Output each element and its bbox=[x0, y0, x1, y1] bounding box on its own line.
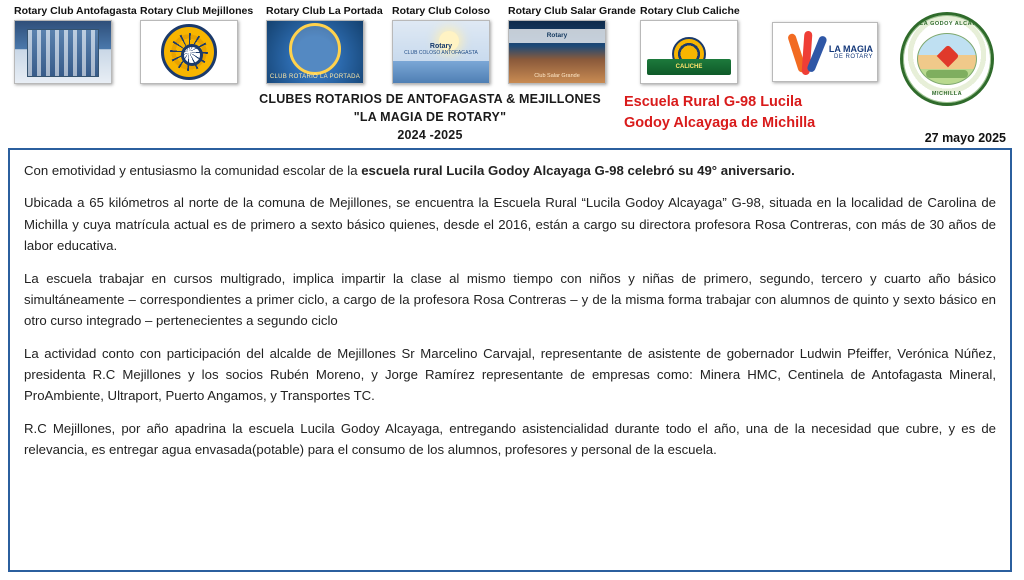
la-magia-de-rotary-logo bbox=[772, 22, 878, 82]
club-logo-caliche bbox=[640, 6, 740, 84]
school-emblem-image bbox=[900, 12, 994, 106]
caliche-band-label: CALICHE bbox=[675, 63, 703, 70]
club-image-salar-grande bbox=[508, 20, 606, 84]
caliche-band bbox=[647, 59, 731, 75]
rotary-wheel-icon bbox=[161, 24, 217, 80]
club-caption-coloso: Rotary Club Coloso bbox=[392, 5, 491, 17]
club-image-mejillones bbox=[140, 20, 238, 84]
coloso-label-sub: CLUB COLOSO ANTOFAGASTA bbox=[404, 49, 478, 56]
club-logo-la-portada bbox=[266, 6, 383, 84]
magia-sub: DE ROTARY bbox=[834, 54, 873, 61]
clubs-caption bbox=[250, 90, 610, 144]
header-banner bbox=[0, 0, 1024, 152]
la-portada-ring-label: CLUB ROTARIO LA PORTADA bbox=[269, 73, 361, 80]
club-logo-coloso bbox=[392, 6, 490, 84]
salar-bottom-label: Club Salar Grande bbox=[534, 72, 580, 79]
club-caption-salar-grande: Rotary Club Salar Grande bbox=[508, 5, 636, 17]
paragraph-2: Ubicada a 65 kilómetros al norte de la comuna de Mejillones, se encuentra la Escuela Rural “Lucila Godoy Alcayaga” G-98, situada en la localidad de Carolina de Michilla y cuya matrícula actual es de primero a sexto básico quienes, desde el 2016, están a cargo su directora profesora Rosa Contreras, con más de 30 años de labor educativa. bbox=[24, 195, 996, 254]
coloso-label bbox=[393, 43, 489, 56]
emblem-inner-scene bbox=[917, 33, 977, 85]
club-caption-caliche: Rotary Club Caliche bbox=[640, 5, 740, 17]
emblem-arc-top: LUCILA GODOY ALCAYAGA bbox=[905, 21, 989, 27]
club-image-la-portada bbox=[266, 20, 364, 84]
article-body bbox=[8, 148, 1012, 572]
coloso-label-main: Rotary bbox=[429, 42, 453, 50]
magia-title: LA MAGIA bbox=[828, 44, 873, 54]
club-caption-antofagasta: Rotary Club Antofagasta bbox=[14, 5, 137, 17]
school-title bbox=[624, 92, 884, 134]
school-title-line2: Godoy Alcayaga de Michilla bbox=[624, 115, 816, 132]
magia-text bbox=[829, 45, 873, 61]
clubs-caption-line1: CLUBES ROTARIOS DE ANTOFAGASTA & MEJILLONES bbox=[259, 92, 601, 106]
salar-strip bbox=[509, 29, 605, 43]
paragraph-1-prefix: Con emotividad y entusiasmo la comunidad escolar de la bbox=[24, 163, 362, 178]
club-image-antofagasta bbox=[14, 20, 112, 84]
paragraph-3: La escuela trabajar en cursos multigrado, implica impartir la clase al mismo tiempo con niños y niñas de primero, segundo, tercero y cuarto año básico simultáneamente – correspondientes a primer ciclo, a cargo de la profesora Rosa Contreras – y de la misma forma trabajar con alumnos de quinto y sexto básico en otro curso integrado – pertenecientes a segundo ciclo bbox=[24, 270, 996, 329]
la-magia-image bbox=[772, 22, 878, 82]
sea-shape bbox=[393, 61, 489, 83]
club-logo-salar-grande bbox=[508, 6, 636, 84]
rotary-ring-icon bbox=[289, 23, 341, 75]
salar-strip-label: Rotary bbox=[546, 31, 568, 39]
paragraph-1 bbox=[24, 160, 996, 181]
date-stamp: 27 mayo 2025 bbox=[924, 131, 1006, 145]
paragraph-4: La actividad conto con participación del alcalde de Mejillones Sr Marcelino Carvajal, representante de asistente de gobernador Ludwin Pfeiffer, Verónica Núñez, presidenta R.C Mejillones y los socios Rubén Moreno, y Jorge Ramírez representante de empresas como: Minera HMC, Centinela de Antofagasta Mineral, ProAmbiente, Ultraport, Puerto Angamos, y Transportes TC. bbox=[24, 345, 996, 404]
club-caption-mejillones: Rotary Club Mejillones bbox=[140, 5, 254, 17]
paragraph-5: R.C Mejillones, por año apadrina la escuela Lucila Godoy Alcayaga, entregando asistencialidad durante todo el año, una de la necesidad que cubre, y es de relevancia, es entregar agua envasada(potable) para el consumo de los alumnos, profesores y personal de la escuela. bbox=[24, 420, 996, 458]
club-image-coloso bbox=[392, 20, 490, 84]
school-emblem bbox=[900, 12, 994, 106]
club-logo-antofagasta bbox=[14, 6, 137, 84]
club-caption-la-portada: Rotary Club La Portada bbox=[266, 5, 383, 17]
school-title-line1: Escuela Rural G-98 Lucila bbox=[624, 94, 803, 110]
club-logo-mejillones bbox=[140, 6, 253, 84]
emblem-arc-bottom: MICHILLA bbox=[931, 91, 963, 97]
paragraph-1-bold: escuela rural Lucila Godoy Alcayaga G-98 celebró su 49° aniversario. bbox=[361, 163, 795, 178]
clubs-caption-line3: 2024 -2025 bbox=[397, 128, 463, 143]
clubs-caption-line2: "LA MAGIA DE ROTARY" bbox=[353, 110, 507, 125]
club-image-caliche bbox=[640, 20, 738, 84]
